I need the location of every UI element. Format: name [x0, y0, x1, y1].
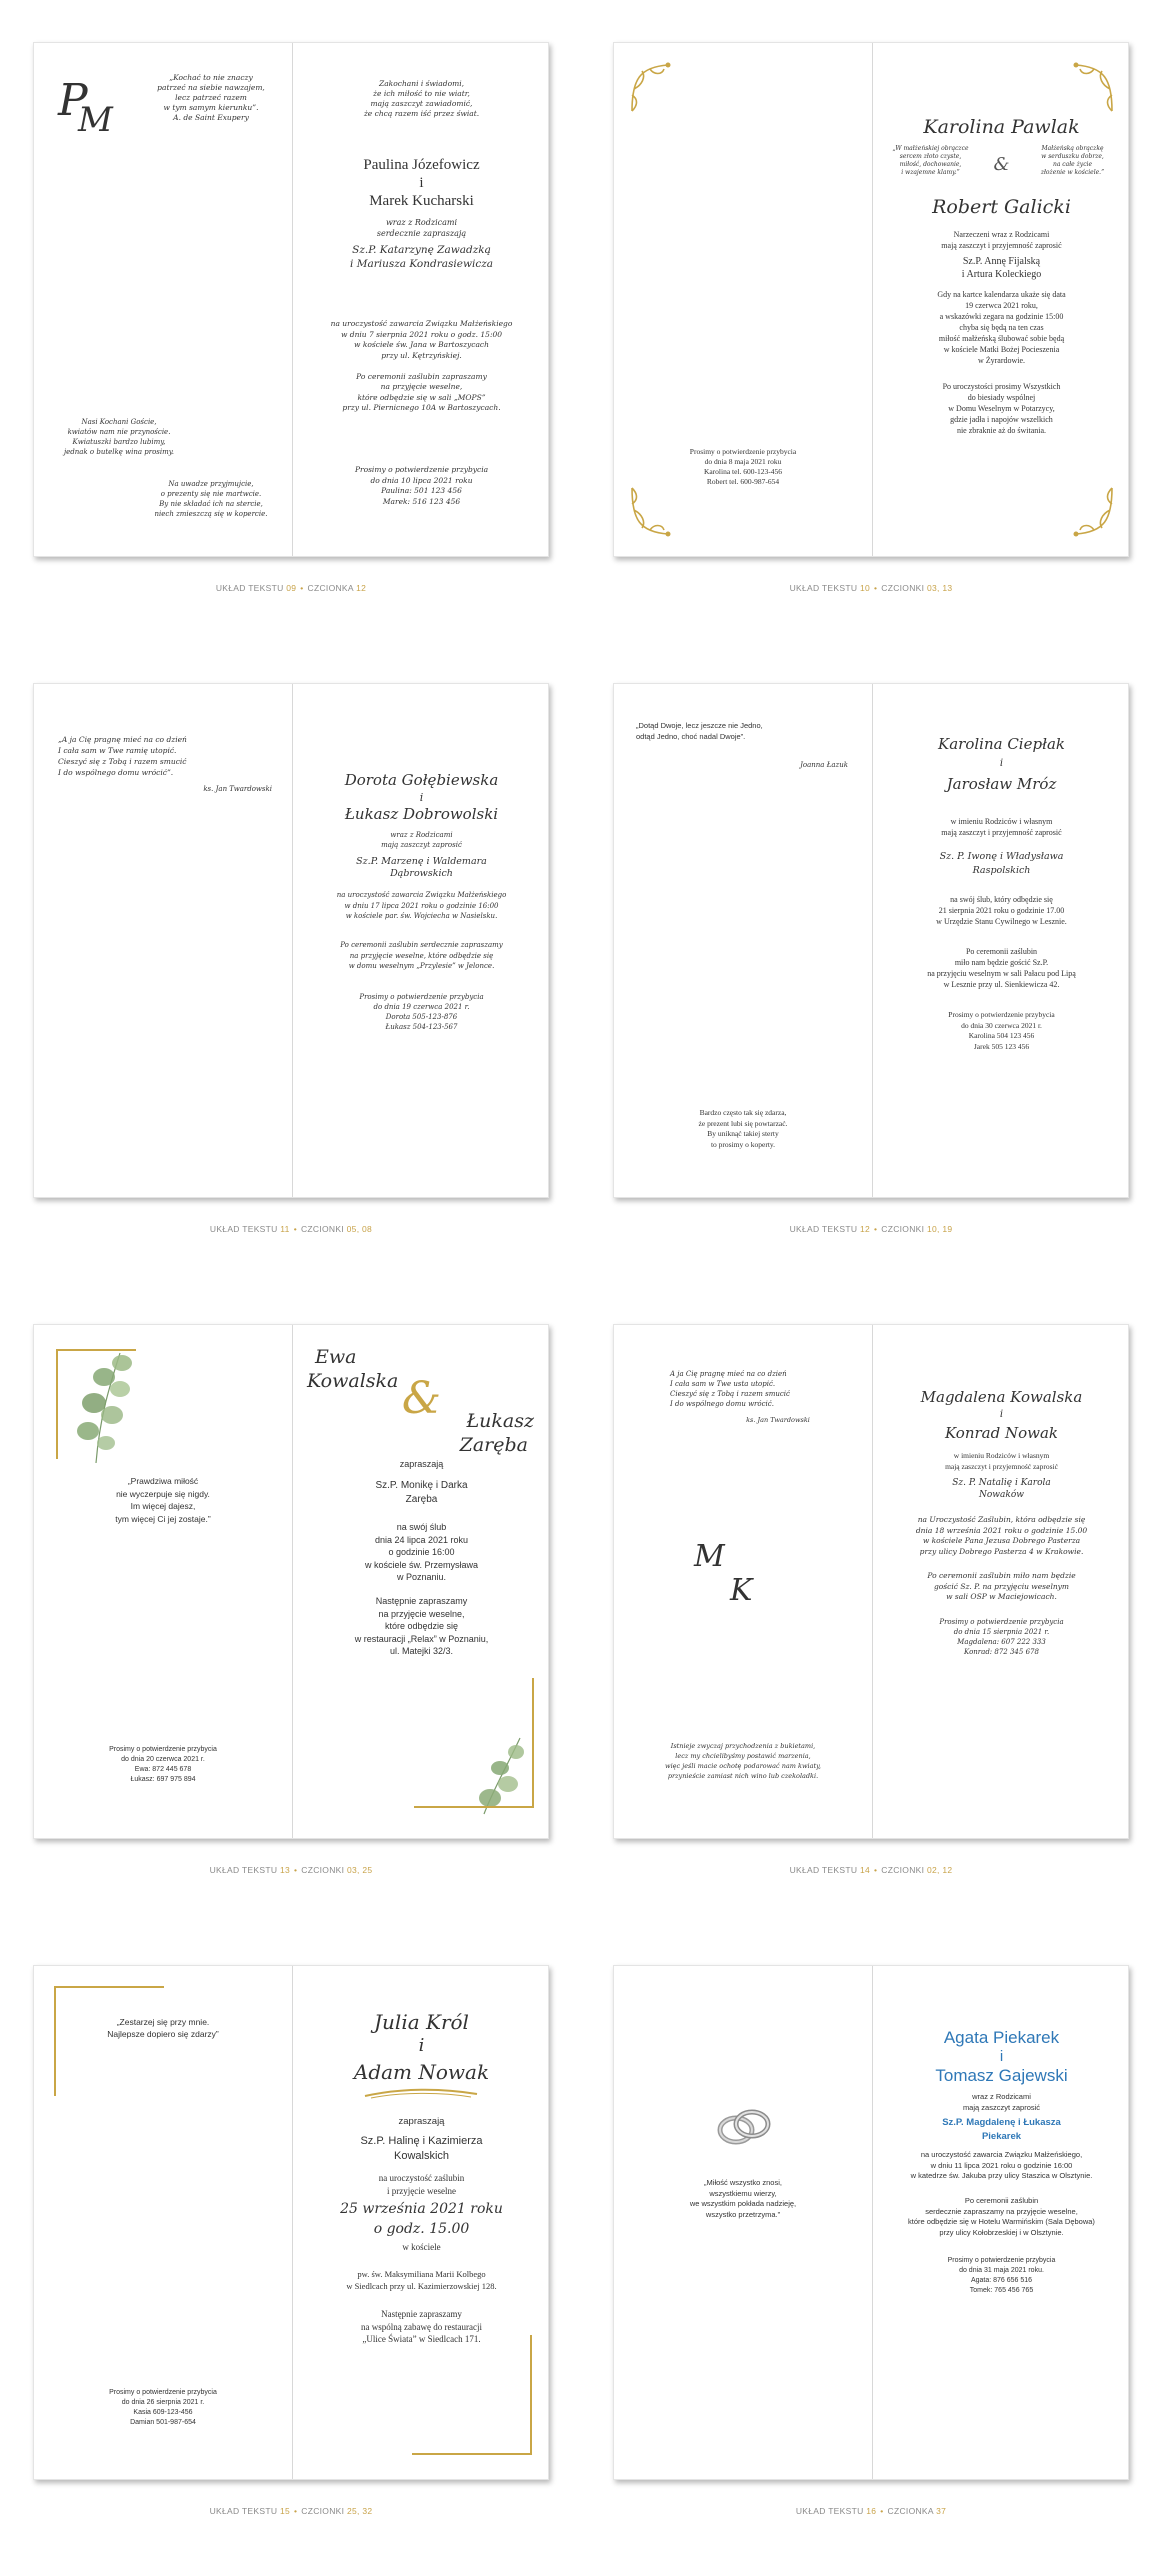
reception-details: Po ceremonii zaślubin miło nam będzie gościć Sz. P. na przyjęciu weselnym w sali OSP w Maciejowicach.	[927, 1571, 1076, 1601]
ceremony-details: na uroczystość zawarcia Związku Małżeńskiego w dniu 17 lipca 2021 roku o godzinie 16:00 w kościele par. św. Wojciecha w Nasielsku.	[336, 891, 507, 920]
quote-author: Joanna Łazuk	[800, 761, 848, 769]
card-right-panel	[293, 684, 550, 1197]
card-right-panel	[293, 1325, 550, 1838]
invitation-card-11	[33, 683, 549, 1198]
card-right-panel	[293, 43, 550, 556]
gold-frame-left	[56, 1349, 58, 1459]
conjunction: i	[419, 791, 424, 804]
intro-poem: Zakochani i świadomi, że ich miłość to nie wiatr, mają zaszczyt zawiadomić, że chcą razem iść przez świat.	[363, 79, 480, 118]
reception-details: Po ceremonii zaślubin miło nam będzie gościć Sz.P. na przyjęciu weselnym w sali Pałacu pod Lipą w Lesznie przy ul. Sienkiewicza 42.	[927, 947, 1076, 989]
gold-frame-bottom	[412, 2453, 532, 2455]
groom-name: Adam Nowak	[353, 2060, 490, 2084]
opening-quote: „Zestarzej się przy mnie. Najlepsze dopiero się zdarzy”	[107, 2017, 219, 2039]
groom-first-name: Łukasz	[466, 1410, 534, 1432]
bride-name: Dorota Gołębiewska	[344, 771, 499, 789]
bride-name: Paulina Józefowicz	[363, 157, 480, 173]
gold-flourish-top-left-icon	[628, 59, 684, 115]
bride-name: Magdalena Kowalska	[920, 1388, 1083, 1406]
quote-author: ks. Jan Twardowski	[203, 785, 272, 793]
conjunction: i	[419, 175, 424, 191]
groom-name: Marek Kucharski	[369, 193, 474, 209]
invite-verb: zapraszają	[398, 2116, 445, 2127]
card-left-panel	[614, 1966, 872, 2479]
eucalyptus-sprig-icon	[464, 1728, 534, 1818]
caption-13: UKŁAD TEKSTU 13 • CZCIONKI 03, 25	[209, 1865, 373, 1875]
gold-frame-right	[530, 2335, 532, 2455]
reception-details: Następnie zapraszamy na wspólną zabawę do restauracji „Ulice Świata” w Siedlcach 171.	[361, 2309, 482, 2344]
bride-first-name: Ewa	[315, 1346, 357, 1368]
gifts-note: Nasi Kochani Goście, kwiatów nam nie przynoście. Kwiatuszki bardzo lubimy, jednak o butelkę wina prosimy.	[63, 418, 175, 456]
caption-14: UKŁAD TEKSTU 14 • CZCIONKI 02, 12	[789, 1865, 953, 1875]
ceremony-place: pw. św. Maksymiliana Marii Kolbego w Siedlcach przy ul. Kazimierzowskiej 128.	[346, 2269, 497, 2291]
conjunction: i	[418, 2035, 425, 2056]
invitation-card-13	[33, 1324, 549, 1839]
caption-11: UKŁAD TEKSTU 11 • CZCIONKI 05, 08	[209, 1224, 373, 1234]
reception-details: Po uroczystości prosimy Wszystkich do biesiady wspólnej w Domu Weselnym w Potarzycy, gdzie jadła i napojów wszelkich nie zbraknie aż do świtania.	[942, 382, 1061, 435]
gold-frame-bottom	[414, 1806, 534, 1808]
rsvp: Prosimy o potwierdzenie przybycia do dnia 8 maja 2021 roku Karolina tel. 600-123-456 Robert tel. 600-987-654	[689, 447, 797, 486]
caption-10: UKŁAD TEKSTU 10 • CZCIONKI 03, 13	[789, 583, 953, 593]
guests-names: Sz.P. Marzenę i Waldemara Dąbrowskich	[356, 856, 487, 879]
parents-line: wraz z Rodzicami mają zaszczyt zaprosić	[381, 831, 462, 849]
guests-names: Sz. P. Natalię i Karola Nowaków	[952, 1478, 1051, 1500]
ampersand: &	[993, 154, 1010, 175]
monogram-m: M	[694, 1539, 725, 1574]
card-right-panel	[873, 43, 1130, 556]
card-right-panel	[293, 1966, 550, 2479]
caption-16: UKŁAD TEKSTU 16 • CZCIONKA 37	[795, 2506, 947, 2516]
guests-names: Sz.P. Magdalenę i Łukasza Piekarek	[942, 2117, 1061, 2142]
guests-names: Sz.P. Annę Fijalską i Artura Koleckiego	[961, 256, 1042, 280]
rsvp: Prosimy o potwierdzenie przybycia do dnia 31 maja 2021 roku. Agata: 876 656 516 Tomek: 765 456 765	[947, 2257, 1056, 2294]
svg-text:M: M	[78, 100, 113, 140]
card-right-panel	[873, 684, 1130, 1197]
invite-verb: zapraszają	[399, 1459, 444, 1469]
parents-line: w imieniu Rodziców i własnym mają zaszczyt i przyjemność zaprosić	[941, 817, 1062, 837]
rsvp: Prosimy o potwierdzenie przybycia do dnia 10 lipca 2021 roku Paulina: 501 123 456 Marek: 516 123 456	[354, 465, 489, 506]
parents-line: w imieniu Rodziców i własnym mają zaszczyt i przyjemność zaprosić	[945, 1451, 1058, 1471]
groom-name: Tomasz Gajewski	[935, 2066, 1068, 2085]
ceremony-date: 25 września 2021 roku	[340, 2201, 503, 2217]
ceremony-details: Gdy na kartce kalendarza ukaże się data 19 czerwca 2021 roku, a wskazówki zegara na godzinie 15:00 chyba się będą na ten czas miłość małżeńską ślubować sobie będą w kościele Matki Bożej Pocieszenia w Żyrardowie.	[937, 290, 1066, 365]
card-left-panel	[614, 1325, 872, 1838]
conjunction: i	[999, 1409, 1004, 1420]
flowers-note: Istnieje zwyczaj przychodzenia z bukietami, lecz my chcielibyśmy postawić marzenia, więc jeśli macie ochotę podarować nam kwiaty, przynieście zamiast nich wino lub czekoladki.	[665, 1742, 821, 1780]
reception-details: Po ceremonii zaślubin serdecznie zapraszamy na przyjęcie weselne, które odbędzie się w Hotelu Warmińskim (Sala Dębowa) przy ulicy Kołobrzeskiej i w Olsztynie.	[908, 2196, 1095, 2237]
monogram	[52, 71, 122, 141]
wedding-rings-icon	[710, 2102, 778, 2152]
groom-name: Jarosław Mróz	[946, 775, 1057, 793]
envelope-note: Na uwadze przyjmujcie, o prezenty się nie martwcie. By nie składać ich na stercie, niech zmieszczą się w kopercie.	[154, 480, 268, 518]
parents-line: Narzeczeni wraz z Rodzicami mają zaszczyt i przyjemność zaprosić	[941, 230, 1062, 250]
monogram-k: K	[730, 1573, 753, 1608]
envelope-note: Bardzo często tak się zdarza, że prezent lubi się powtarzać. By uniknąć takiej sterty to prosimy o koperty.	[698, 1108, 788, 1149]
caption-09: UKŁAD TEKSTU 09 • CZCIONKA 12	[215, 583, 367, 593]
opening-quote: „A ja Cię pragnę mieć na co dzień I cała sam w Twe ramię utopić. Cieszyć się z Tobą i razem smucić I do wspólnego domu wrócić”.	[58, 735, 187, 777]
groom-name: Konrad Nowak	[944, 1424, 1058, 1442]
rsvp: Prosimy o potwierdzenie przybycia do dnia 30 czerwca 2021 r. Karolina 504 123 456 Jarek 505 123 456	[948, 1010, 1055, 1051]
guests-names: Sz.P. Katarzynę Zawadzką i Mariusza Kondrasiewicza	[350, 244, 493, 270]
opening-quote: „Prawdziwa miłość nie wyczerpuje się nigdy. Im więcej dajesz, tym więcej Ci jej zostaje.”	[115, 1476, 211, 1524]
card-left-panel	[34, 43, 292, 556]
invitation-card-16	[613, 1965, 1129, 2480]
rsvp: Prosimy o potwierdzenie przybycia do dnia 19 czerwca 2021 r. Dorota 505-123-876 Łukasz 504-123-567	[359, 993, 484, 1031]
ceremony-details: na swój ślub, który odbędzie się 21 sierpnia 2021 roku o godzinie 17.00 w Urzędzie Stanu Cywilnego w Lesznie.	[936, 895, 1067, 926]
bride-name: Julia Król	[374, 2010, 469, 2034]
groom-name: Łukasz Dobrowolski	[344, 805, 499, 823]
ceremony-details: na Uroczystość Zaślubin, która odbędzie się dnia 18 września 2021 roku o godzinie 15.00 w kościele Pana Jezusa Dobrego Pasterza przy ulicy Dobrego Pasterza 4 w Krakowie.	[915, 1515, 1088, 1556]
card-left-panel	[34, 1325, 292, 1838]
eucalyptus-leaves-icon	[60, 1345, 150, 1465]
conjunction: i	[999, 2048, 1004, 2065]
bride-name: Karolina Pawlak	[923, 116, 1080, 138]
caption-15: UKŁAD TEKSTU 15 • CZCIONKI 25, 32	[209, 2506, 373, 2516]
reception-details: Następnie zapraszamy na przyjęcie weselne, które odbędzie się w restauracji „Relax” w Poznaniu, ul. Matejki 32/3.	[354, 1596, 489, 1656]
card-right-panel	[873, 1966, 1130, 2479]
ceremony-time: o godz. 15.00	[373, 2221, 470, 2237]
rsvp: Prosimy o potwierdzenie przybycia do dnia 20 czerwca 2021 r. Ewa: 872 445 678 Łukasz: 697 975 894	[109, 1746, 217, 1783]
opening-quote: „Kochać to nie znaczy patrzeć na siebie nawzajem, lecz patrzeć razem w tym samym kierunku”. A. de Saint Exupery	[157, 73, 265, 122]
ampersand: &	[401, 1373, 442, 1424]
svg-text:P: P	[58, 75, 88, 126]
parents-line: wraz z Rodzicami serdecznie zapraszają	[376, 218, 467, 238]
invitation-card-15	[33, 1965, 549, 2480]
card-left-panel	[614, 43, 872, 556]
gold-frame-top	[54, 1986, 164, 1988]
reception-details: Po ceremonii zaślubin serdecznie zapraszamy na przyjęcie weselne, które odbędzie się w domu weselnym „Przylesie” w Jelonce.	[340, 941, 503, 970]
opening-quote: „Dotąd Dwoje, lecz jeszcze nie Jedno, odtąd Jedno, choć nadal Dwoje”.	[636, 721, 763, 741]
guests-names: Sz.P. Halinę i Kazimierza Kowalskich	[360, 2135, 483, 2162]
gold-flourish-bottom-left-icon	[628, 484, 684, 540]
groom-last-name: Zaręba	[459, 1434, 528, 1456]
gold-frame-left	[54, 1986, 56, 2096]
ceremony-details: na uroczystość zawarcia Związku Małżeńskiego, w dniu 11 lipca 2021 roku o godzinie 16:00 w katedrze św. Jakuba przy ulicy Staszica w Olsztynie.	[910, 2150, 1093, 2180]
ceremony-details: na uroczystość zawarcia Związku Małżeńskiego w dniu 7 sierpnia 2021 roku o godz. 15:00 w kościele św. Jana w Bartoszycach przy ul. Kętrzyńskiej. Po ceremonii zaślubin zapraszamy na przyjęcie weselne, które odbędzie się w sali „MOPS” przy ul. Piernicnego 10A w Bartoszycach.	[330, 319, 513, 412]
ceremony-details: na swój ślub dnia 24 lipca 2021 roku o godzinie 16:00 w kościele św. Przemysława w Poznaniu.	[364, 1522, 479, 1582]
quote-right: Małżeńską obrączkę w serduszku dobrze, na całe życie złożenie w kościele.”	[1040, 145, 1105, 176]
bride-name: Karolina Ciepłak	[938, 735, 1065, 753]
card-left-panel	[34, 684, 292, 1197]
rsvp: Prosimy o potwierdzenie przybycia do dnia 15 sierpnia 2021 r. Magdalena: 607 222 333 Konrad: 872 345 678	[939, 1618, 1064, 1656]
card-right-panel	[873, 1325, 1130, 1838]
invitation-card-12	[613, 683, 1129, 1198]
gold-flourish-bottom-right-icon	[1060, 484, 1116, 540]
guests-names: Sz.P. Monikę i Darka Zaręba	[375, 1480, 468, 1505]
conjunction: i	[999, 758, 1004, 769]
quote-author: ks. Jan Twardowski	[746, 1416, 810, 1424]
invitation-card-10	[613, 42, 1129, 557]
invitation-card-14	[613, 1324, 1129, 1839]
gold-swash-icon	[361, 2086, 481, 2100]
bride-name: Agata Piekarek	[943, 2028, 1060, 2047]
gold-flourish-top-right-icon	[1060, 59, 1116, 115]
ceremony-intro: na uroczystość zaślubin i przyjęcie weselne	[378, 2173, 465, 2196]
caption-12: UKŁAD TEKSTU 12 • CZCIONKI 10, 19	[789, 1224, 953, 1234]
bride-last-name: Kowalska	[307, 1370, 399, 1392]
groom-name: Robert Galicki	[932, 196, 1071, 218]
quote-left: „W małżeńskiej obrączce sercem złoto czyste, miłość, dochowanie, i wzajemne klamy.”	[892, 145, 969, 176]
parents-line: wraz z Rodzicami mają zaszczyt zaprosić	[962, 2092, 1041, 2112]
card-left-panel	[614, 684, 872, 1197]
card-left-panel	[34, 1966, 292, 2479]
rsvp: Prosimy o potwierdzenie przybycia do dnia 26 sierpnia 2021 r. Kasia 609-123-456 Damian 501-987-654	[109, 2389, 217, 2426]
opening-quote: „Miłość wszystko znosi, wszystkiemu wierzy, we wszystkim pokłada nadzieję, wszystko przetrzyma.”	[689, 2178, 797, 2219]
ceremony-place-label: w kościele	[402, 2242, 441, 2252]
guests-names: Sz. P. Iwonę i Władysława Raspolskich	[939, 851, 1064, 876]
invitation-card-09	[33, 42, 549, 557]
opening-quote: A ja Cię pragnę mieć na co dzień I cała sam w Twe usta utopić. Cieszyć się z Tobą i razem smucić I do wspólnego domu wrócić.	[670, 1370, 790, 1408]
gold-frame-right	[532, 1678, 534, 1808]
